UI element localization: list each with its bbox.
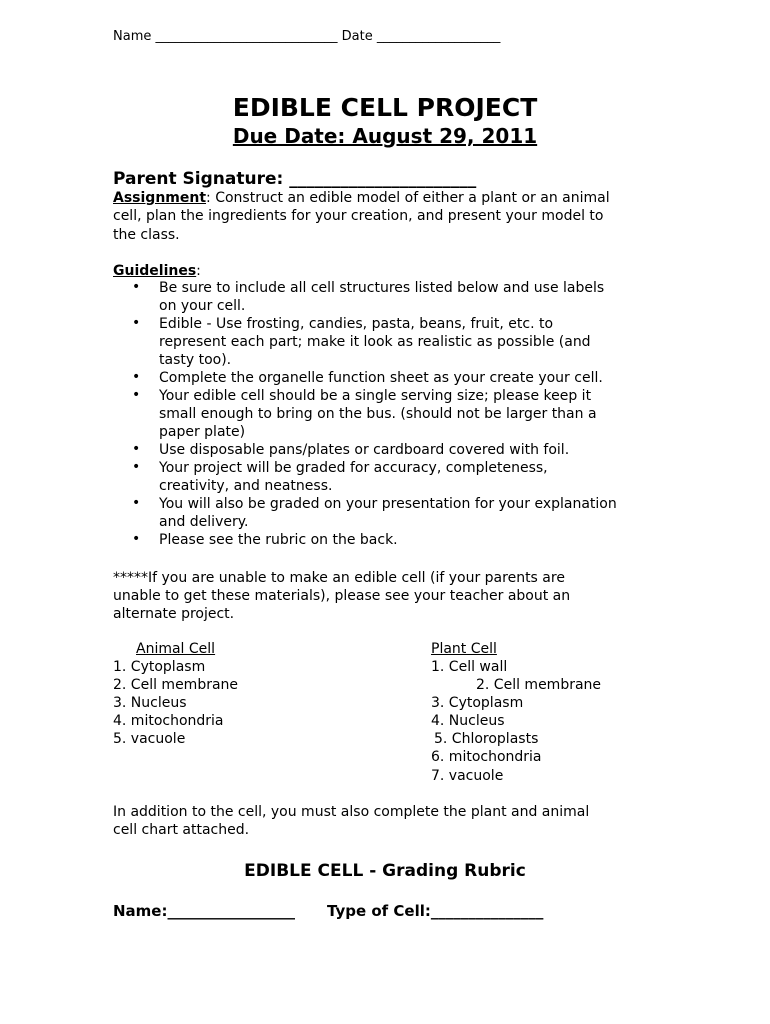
animal-cell-item: 2. Cell membrane [113,677,239,693]
bullet-icon: • [132,459,141,475]
assignment-line-3: the class. [113,227,180,243]
guideline-item: represent each part; make it look as realistic as possible (and [159,334,591,350]
guideline-item: Your project will be graded for accuracy, completeness, [159,460,548,476]
bullet-icon: • [132,387,141,403]
guideline-item: Edible - Use frosting, candies, pasta, beans, fruit, etc. to [159,316,554,332]
guideline-item: on your cell. [159,298,246,314]
assignment-line-1: Assignment: Construct an edible model of either a plant or an animal [113,190,610,206]
page-title: EDIBLE CELL PROJECT [232,93,538,122]
guideline-item: Please see the rubric on the back. [159,532,398,548]
animal-cell-heading: Animal Cell [136,641,216,657]
plant-cell-item: 7. vacuole [431,768,504,784]
guideline-item: Use disposable pans/plates or cardboard covered with foil. [159,442,570,458]
guideline-item: and delivery. [159,514,249,530]
animal-cell-item: 5. vacuole [113,731,186,747]
plant-cell-item: 4. Nucleus [431,713,505,729]
guidelines-heading: Guidelines: [113,263,201,279]
plant-cell-item: 3. Cytoplasm [431,695,524,711]
plant-cell-item: 2. Cell membrane [476,677,602,693]
guideline-item: creativity, and neatness. [159,478,333,494]
animal-cell-item: 4. mitochondria [113,713,224,729]
parent-signature-line: Parent Signature: ______________________ [113,169,477,189]
animal-cell-item: 3. Nucleus [113,695,187,711]
rubric-title: EDIBLE CELL - Grading Rubric [244,861,526,881]
bullet-icon: • [132,441,141,457]
rubric-type-field: Type of Cell:_______________ [327,902,544,920]
note-line-3: alternate project. [113,606,235,622]
guideline-item: paper plate) [159,424,246,440]
guideline-item: You will also be graded on your presentation for your explanation [159,496,617,512]
plant-cell-item: 5. Chloroplasts [434,731,539,747]
guideline-item: Your edible cell should be a single serving size; please keep it [159,388,592,404]
bullet-icon: • [132,315,141,331]
name-date-line: Name ____________________________ Date ___________________ [113,29,501,44]
guideline-item: Be sure to include all cell structures listed below and use labels [159,280,605,296]
note-line-2: unable to get these materials), please see your teacher about an [113,588,571,604]
bullet-icon: • [132,369,141,385]
guideline-item: tasty too). [159,352,232,368]
due-date: Due Date: August 29, 2011 [232,124,538,148]
plant-cell-heading: Plant Cell [431,641,497,657]
note-line-1: *****If you are unable to make an edible cell (if your parents are [113,570,565,586]
bullet-icon: • [132,495,141,511]
addition-line-2: cell chart attached. [113,822,250,838]
assignment-label: Assignment [113,190,207,206]
bullet-icon: • [132,531,141,547]
plant-cell-item: 1. Cell wall [431,659,508,675]
assignment-line-2: cell, plan the ingredients for your creation, and present your model to [113,208,604,224]
animal-cell-item: 1. Cytoplasm [113,659,206,675]
plant-cell-item: 6. mitochondria [431,749,542,765]
bullet-icon: • [132,279,141,295]
addition-line-1: In addition to the cell, you must also complete the plant and animal [113,804,590,820]
guideline-item: Complete the organelle function sheet as your create your cell. [159,370,603,386]
rubric-name-field: Name:_________________ [113,902,295,920]
guideline-item: small enough to bring on the bus. (should not be larger than a [159,406,597,422]
